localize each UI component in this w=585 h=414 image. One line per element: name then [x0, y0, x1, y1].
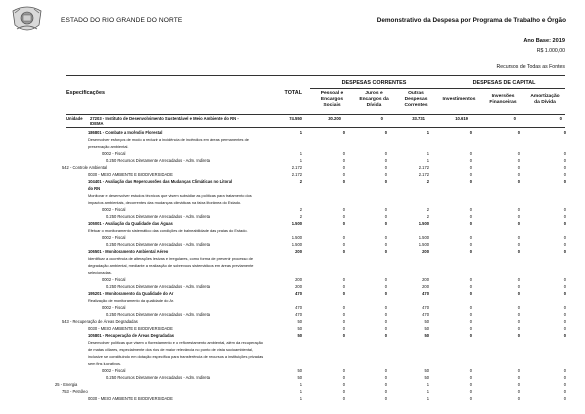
- row-value: 0: [384, 375, 387, 380]
- row-value: 0: [469, 277, 472, 282]
- row-value: 0: [342, 130, 345, 135]
- row-value: 0: [342, 221, 345, 226]
- row-value: 0: [469, 242, 472, 247]
- row-label: Efetuar o monitoramento sistemático das condições de balneabilidade das praias do Estado.: [88, 228, 248, 233]
- row-label: Monitorar e desenvolver estudos técnicos que visem subsidiar as políticas para tratamento dos: [88, 193, 252, 198]
- row-label: 0030 - MEIO AMBIENTE E BIODIVERSIDADE: [88, 172, 173, 177]
- row-value: 1: [299, 382, 302, 387]
- row-value: 0: [342, 214, 345, 219]
- table-row: [0, 389, 585, 395]
- row-value: 0: [342, 151, 345, 156]
- table-row: [0, 179, 585, 185]
- row-value: 0: [384, 214, 387, 219]
- row-value: 0: [342, 249, 345, 254]
- row-label: 543 - Recuperação de Áreas Degradadas: [62, 319, 138, 324]
- row-value: 2: [299, 207, 302, 212]
- row-value: 0: [384, 130, 387, 135]
- row-value: 1.500: [418, 221, 429, 226]
- row-value: 0: [517, 207, 520, 212]
- row-value: 0: [384, 319, 387, 324]
- report-title: Demonstrativo da Despesa por Programa de Trabalho e Órgão: [376, 17, 566, 24]
- row-value: 0: [517, 158, 520, 163]
- table-row: [0, 305, 585, 311]
- row-value: 0: [469, 158, 472, 163]
- row-value: 0: [469, 368, 472, 373]
- description-line: [0, 354, 585, 360]
- column-pessoal-line: Pessoal e: [320, 91, 344, 96]
- row-label: de matas ciliares, especialmente dos rios de maior relevância no ponto de vista socioambiental,: [88, 347, 254, 352]
- row-value: 1: [426, 158, 429, 163]
- row-value: 470: [422, 305, 429, 310]
- row-value: 0: [384, 333, 387, 338]
- row-value: 0: [517, 333, 520, 338]
- row-value: 0: [563, 284, 566, 289]
- row-label: degradação ambiental, mediante a realização de sobrevoos sistemáticos em áreas previamente: [88, 263, 254, 268]
- column-pessoal-line: Sociais: [323, 103, 341, 109]
- source-note: Recursos de Todas as Fontes: [496, 64, 565, 70]
- column-amortizacao-line: da Dívida: [534, 100, 556, 106]
- row-value: 2: [426, 179, 429, 184]
- row-value: 0: [342, 172, 345, 177]
- row-value: 2: [426, 207, 429, 212]
- table-row: [0, 333, 585, 339]
- row-label: 0002 - Fiscal: [102, 235, 126, 240]
- row-value: 0: [563, 382, 566, 387]
- row-value: 0: [517, 284, 520, 289]
- row-label: 105801 - Recuperação de Áreas Degradadas: [88, 333, 175, 338]
- row-value: 50: [297, 368, 302, 373]
- row-label: impactos ambientais, decorrentes das mudanças climáticas na faixa litorânea do Estado.: [88, 200, 242, 205]
- table-row: [0, 158, 585, 164]
- description-line: [0, 298, 585, 304]
- row-value: 0: [342, 319, 345, 324]
- row-value: 0: [342, 389, 345, 394]
- table-row: [0, 284, 585, 290]
- column-outras-line: Despesas: [404, 97, 428, 103]
- row-value: 0: [517, 235, 520, 240]
- row-value: 2: [299, 179, 302, 184]
- row-value: 0: [384, 368, 387, 373]
- row-value: 1: [426, 382, 429, 387]
- row-value: 0: [342, 158, 345, 163]
- row-label: 0002 - Fiscal: [102, 207, 126, 212]
- table-row: [0, 396, 585, 402]
- row-value: 200: [422, 284, 429, 289]
- table-row: [0, 214, 585, 220]
- row-value: 2.172: [418, 172, 429, 177]
- description-line: [0, 263, 585, 269]
- row-value: 0: [469, 151, 472, 156]
- row-value: 0: [563, 172, 566, 177]
- row-label: 0.250 Recursos Diretamente Arrecadados - Adm. Indireta: [106, 284, 210, 289]
- row-label: 195201 - Monitoramento da Qualidade do Ar: [88, 291, 174, 296]
- column-inversoes-line: Financeiras: [489, 100, 517, 106]
- row-value: 0: [384, 389, 387, 394]
- row-value: 470: [295, 305, 302, 310]
- column-outras-line: Outras: [408, 91, 424, 96]
- row-value: 0: [342, 235, 345, 240]
- table-row: [0, 326, 585, 332]
- row-value: 0: [384, 172, 387, 177]
- row-value: 0: [384, 382, 387, 387]
- row-value: 0: [384, 207, 387, 212]
- row-value: 200: [295, 284, 302, 289]
- column-investimentos: Investimentos: [442, 97, 476, 102]
- row-value: 0: [517, 319, 520, 324]
- row-value: 0: [517, 375, 520, 380]
- row-value: 1.500: [291, 235, 302, 240]
- row-value: 0: [469, 249, 472, 254]
- row-value: 0: [384, 284, 387, 289]
- row-value: 1.500: [418, 235, 429, 240]
- unit-investimentos: 10.619: [455, 116, 468, 121]
- row-value: 470: [295, 312, 302, 317]
- row-value: 0: [469, 130, 472, 135]
- row-value: 0: [469, 235, 472, 240]
- description-line: [0, 193, 585, 199]
- row-value: 50: [297, 333, 302, 338]
- row-value: 0: [517, 151, 520, 156]
- row-value: 0: [517, 249, 520, 254]
- row-value: 0: [384, 221, 387, 226]
- column-juros-line: Juros e: [365, 91, 383, 96]
- row-value: 0: [563, 249, 566, 254]
- table-row: [0, 277, 585, 283]
- column-total: TOTAL: [284, 90, 302, 96]
- row-value: 1: [426, 389, 429, 394]
- group-current-expenses: DESPESAS CORRENTES: [341, 80, 407, 86]
- row-value: 0: [563, 207, 566, 212]
- row-value: 0: [384, 305, 387, 310]
- unit-label: Unidade: [66, 116, 83, 121]
- row-value: 470: [295, 291, 302, 296]
- currency-unit: R$ 1.000,00: [536, 48, 565, 54]
- row-value: 0: [342, 284, 345, 289]
- row-label: 0002 - Fiscal: [102, 368, 126, 373]
- table-row: [0, 151, 585, 157]
- row-value: 0: [517, 277, 520, 282]
- row-value: 0: [517, 382, 520, 387]
- row-value: 0: [517, 214, 520, 219]
- row-value: 200: [295, 277, 302, 282]
- row-label: Realização de monitoramento da qualidade do Ar.: [88, 298, 175, 303]
- row-value: 0: [469, 319, 472, 324]
- row-value: 0: [469, 179, 472, 184]
- row-value: 0: [563, 179, 566, 184]
- description-line: [0, 347, 585, 353]
- row-value: 0: [342, 312, 345, 317]
- row-label: 186801 - Combate a Incêndio Florestal: [88, 130, 163, 135]
- table-row: [0, 291, 585, 297]
- row-value: 2: [426, 214, 429, 219]
- row-value: 0: [517, 326, 520, 331]
- table-row: [0, 172, 585, 178]
- description-line: [0, 361, 585, 367]
- description-line: [0, 200, 585, 206]
- row-value: 0: [517, 291, 520, 296]
- row-label: Desenvolver políticas que visem o florestamento e o reflorestamento ambiental, além da recuperação: [88, 340, 263, 345]
- row-value: 0: [517, 130, 520, 135]
- row-value: 0: [563, 326, 566, 331]
- column-specification: Especificações: [66, 90, 105, 96]
- table-row: [0, 249, 585, 255]
- row-value: 1: [299, 130, 302, 135]
- row-value: 0: [563, 235, 566, 240]
- table-row: [0, 130, 585, 136]
- row-value: 0: [342, 396, 345, 401]
- column-inversoes-line: Inversões: [491, 94, 515, 99]
- description-line: [0, 256, 585, 262]
- row-value: 0: [563, 389, 566, 394]
- row-value: 1.500: [418, 242, 429, 247]
- row-label: sem fins lucrativos.: [88, 361, 122, 366]
- row-value: 1.500: [291, 221, 302, 226]
- row-value: 0: [563, 277, 566, 282]
- row-value: 0: [563, 151, 566, 156]
- row-value: 0: [563, 319, 566, 324]
- base-year: Ano Base: 2019: [523, 38, 565, 44]
- row-value: 0: [384, 242, 387, 247]
- row-value: 0: [517, 221, 520, 226]
- row-value: 0: [563, 165, 566, 170]
- row-value: 50: [297, 326, 302, 331]
- row-value: 1.500: [291, 242, 302, 247]
- row-value: 0: [384, 396, 387, 401]
- row-value: 2: [299, 214, 302, 219]
- row-value: 50: [424, 368, 429, 373]
- row-value: 0: [342, 333, 345, 338]
- table-row: [0, 312, 585, 318]
- description-line: [0, 144, 585, 150]
- row-value: 0: [517, 179, 520, 184]
- row-value: 2.172: [418, 165, 429, 170]
- row-value: 2.172: [291, 172, 302, 177]
- row-value: 0: [469, 214, 472, 219]
- row-value: 200: [295, 249, 302, 254]
- row-value: 0: [384, 312, 387, 317]
- table-row: [0, 382, 585, 388]
- row-value: 470: [422, 291, 429, 296]
- description-line: [0, 340, 585, 346]
- row-value: 0: [342, 326, 345, 331]
- row-label: 0002 - Fiscal: [102, 305, 126, 310]
- state-name: ESTADO DO RIO GRANDE DO NORTE: [61, 17, 183, 24]
- row-value: 0: [563, 130, 566, 135]
- row-value: 2.172: [291, 165, 302, 170]
- row-value: 0: [384, 235, 387, 240]
- row-value: 0: [517, 389, 520, 394]
- row-value: 50: [424, 326, 429, 331]
- row-value: 0: [342, 382, 345, 387]
- unit-pessoal: 30.200: [328, 116, 341, 121]
- row-value: 0: [469, 312, 472, 317]
- row-value: 0: [469, 165, 472, 170]
- table-row: [0, 221, 585, 227]
- row-value: 0: [563, 214, 566, 219]
- row-value: 1: [299, 158, 302, 163]
- row-value: 50: [297, 319, 302, 324]
- row-label: Desenvolver esforços de modo a reduzir a incidência de incêndios em áreas permanentes de: [88, 137, 249, 142]
- row-value: 1: [426, 151, 429, 156]
- column-juros-line: Encargos da: [359, 97, 389, 103]
- row-value: 0: [342, 165, 345, 170]
- table-row: [0, 375, 585, 381]
- row-value: 0: [563, 368, 566, 373]
- row-value: 200: [422, 277, 429, 282]
- row-value: 1: [299, 396, 302, 401]
- row-value: 200: [422, 249, 429, 254]
- row-label: preservação ambiental.: [88, 144, 129, 149]
- row-value: 0: [384, 277, 387, 282]
- row-value: 0: [563, 312, 566, 317]
- row-value: 0: [384, 291, 387, 296]
- table-row: [0, 165, 585, 171]
- row-value: 0: [469, 207, 472, 212]
- row-value: 0: [342, 207, 345, 212]
- row-label: inclusive se constituindo em dotação específica para transferência de recursos a instituições privadas: [88, 354, 264, 359]
- row-label: 104401 - Avaliação das Repercussões das Mudanças Climáticas no Litoral: [88, 179, 233, 184]
- row-value: 0: [384, 158, 387, 163]
- row-label: do RN: [88, 186, 101, 191]
- row-label: 0.250 Recursos Diretamente Arrecadados - Adm. Indireta: [106, 312, 210, 317]
- row-value: 0: [469, 221, 472, 226]
- row-label: 0002 - Fiscal: [102, 151, 126, 156]
- row-value: 1: [299, 389, 302, 394]
- row-value: 0: [517, 396, 520, 401]
- row-value: 0: [563, 375, 566, 380]
- row-value: 0: [563, 396, 566, 401]
- row-label: 0.250 Recursos Diretamente Arrecadados - Adm. Indireta: [106, 158, 210, 163]
- row-value: 0: [342, 375, 345, 380]
- row-value: 0: [384, 326, 387, 331]
- row-value: 0: [342, 277, 345, 282]
- unit-inversoes: 0: [513, 116, 516, 121]
- row-label: 542 - Controle Ambiental: [62, 165, 108, 170]
- row-value: 0: [517, 305, 520, 310]
- row-value: 50: [297, 375, 302, 380]
- unit-name: 27203 - Instituto de Desenvolvimento Sustentável e Meio Ambiente do RN -: [90, 116, 239, 121]
- description-line: [0, 228, 585, 234]
- row-value: 0: [384, 179, 387, 184]
- description-line: [0, 270, 585, 276]
- unit-juros: 0: [380, 116, 383, 121]
- row-value: 0: [469, 326, 472, 331]
- row-label: 105001 - Avaliação da Qualidade das Águas: [88, 221, 173, 226]
- unit-total: 74.550: [289, 116, 302, 121]
- unit-amortizacao: 0: [559, 116, 562, 121]
- row-value: 50: [424, 375, 429, 380]
- row-value: 1: [426, 130, 429, 135]
- column-outras-line: Correntes: [404, 103, 428, 109]
- row-value: 0: [563, 221, 566, 226]
- row-value: 0: [342, 291, 345, 296]
- row-value: 0: [342, 242, 345, 247]
- row-value: 0: [342, 368, 345, 373]
- row-value: 1: [426, 396, 429, 401]
- row-value: 0: [517, 172, 520, 177]
- description-line: [0, 137, 585, 143]
- row-label: Identificar a ocorrência de alterações lesivas e irregulares, como forma de prevenir processo de: [88, 256, 254, 261]
- row-value: 0: [469, 382, 472, 387]
- row-value: 0: [342, 305, 345, 310]
- row-value: 0: [469, 389, 472, 394]
- row-label: 753 - Petróleo: [62, 389, 88, 394]
- table-row: [0, 207, 585, 213]
- row-value: 0: [469, 375, 472, 380]
- column-amortizacao-line: Amortização: [530, 94, 560, 99]
- row-value: 0: [563, 333, 566, 338]
- column-juros-line: Dívida: [366, 103, 382, 109]
- row-value: 1: [299, 151, 302, 156]
- table-row: [0, 235, 585, 241]
- row-label: 0002 - Fiscal: [102, 277, 126, 282]
- row-value: 0: [517, 165, 520, 170]
- row-value: 0: [563, 305, 566, 310]
- table-row: [0, 319, 585, 325]
- table-row: [0, 186, 585, 192]
- group-capital-expenses: DESPESAS DE CAPITAL: [472, 80, 536, 86]
- row-value: 0: [563, 158, 566, 163]
- row-label: 0030 - MEIO AMBIENTE E BIODIVERSIDADE: [88, 326, 173, 331]
- row-value: 50: [424, 319, 429, 324]
- row-value: 0: [469, 172, 472, 177]
- row-label: 0030 - MEIO AMBIENTE E BIODIVERSIDADE: [88, 396, 173, 401]
- unit-name-cont: IDEMA: [90, 120, 104, 126]
- table-row: [0, 368, 585, 374]
- row-value: 0: [517, 312, 520, 317]
- row-value: 0: [517, 368, 520, 373]
- row-value: 0: [469, 284, 472, 289]
- row-value: 470: [422, 312, 429, 317]
- row-label: 0.250 Recursos Diretamente Arrecadados - Adm. Indireta: [106, 375, 210, 380]
- row-label: 106501 - Monitoramento Ambiental Aéreo: [88, 249, 169, 254]
- row-value: 0: [384, 151, 387, 156]
- row-label: 0.250 Recursos Diretamente Arrecadados - Adm. Indireta: [106, 214, 210, 219]
- row-value: 0: [384, 165, 387, 170]
- row-value: 0: [563, 291, 566, 296]
- row-value: 0: [517, 242, 520, 247]
- row-label: selecionadas.: [88, 270, 112, 275]
- unit-outras: 33.731: [412, 116, 425, 121]
- row-label: 0.250 Recursos Diretamente Arrecadados - Adm. Indireta: [106, 242, 210, 247]
- row-value: 0: [384, 249, 387, 254]
- row-value: 0: [469, 333, 472, 338]
- column-pessoal-line: Encargos: [320, 97, 344, 103]
- table-row: [0, 242, 585, 248]
- row-value: 50: [424, 333, 429, 338]
- row-value: 0: [469, 291, 472, 296]
- row-label: 25 - Energia: [55, 382, 78, 387]
- row-value: 0: [469, 305, 472, 310]
- row-value: 0: [342, 179, 345, 184]
- row-value: 0: [469, 396, 472, 401]
- row-value: 0: [563, 242, 566, 247]
